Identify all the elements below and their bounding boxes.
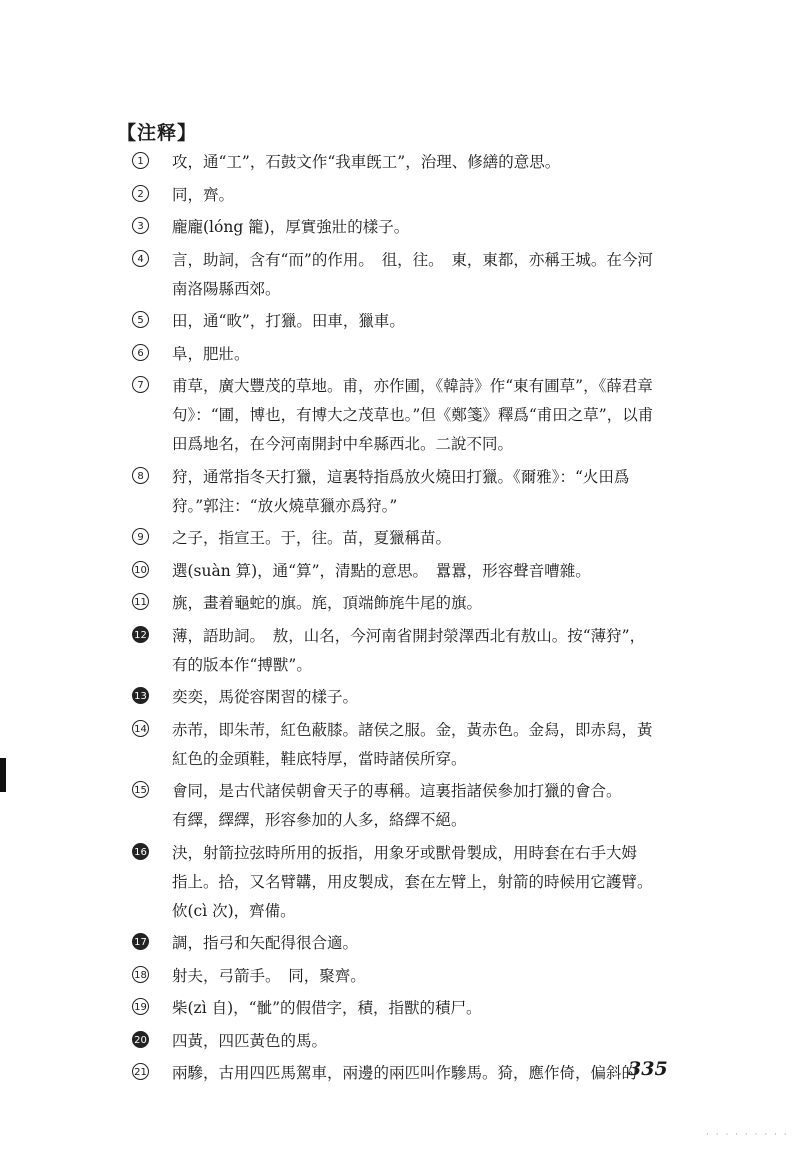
note-item — [132, 372, 692, 463]
section-heading: 【注释】 — [117, 122, 198, 144]
note-item — [132, 148, 692, 181]
note-text — [172, 524, 692, 557]
note-item — [132, 181, 692, 214]
note-item — [132, 589, 692, 622]
note-text — [172, 622, 692, 684]
note-number: 13 — [132, 687, 149, 704]
note-item — [132, 622, 692, 684]
note-line: 甫草，廣大豐茂的草地。甫，亦作圃，《韓詩》作“東有圃草”，《薛君章 — [172, 377, 653, 395]
note-number: 3 — [132, 217, 149, 234]
note-text — [172, 148, 692, 181]
note-number: 9 — [132, 528, 149, 545]
note-text — [172, 340, 692, 373]
note-item — [132, 524, 692, 557]
note-number: 12 — [132, 626, 149, 643]
note-line: 薄，語助詞。 敖，山名，今河南省開封滎澤西北有敖山。按“薄狩”， — [172, 626, 646, 645]
note-number: 20 — [132, 1031, 149, 1048]
note-item — [132, 683, 692, 716]
note-item — [132, 246, 692, 308]
note-line: 指上。拾，又名臂韝，用皮製成，套在左臂上，射箭的時候用它護臂。 — [172, 872, 653, 891]
note-text — [172, 213, 692, 246]
note-line: 紅色的金頭鞋，鞋底特厚，當時諸侯所穿。 — [172, 749, 467, 768]
note-line: 狩，通常指冬天打獵，這裏特指爲放火燒田打獵。《爾雅》：“火田爲 — [172, 467, 630, 486]
note-text — [172, 1027, 692, 1060]
note-text — [172, 683, 692, 716]
note-number: 21 — [132, 1063, 149, 1080]
note-number: 1 — [132, 152, 149, 169]
note-item — [132, 463, 692, 525]
note-line: 佽(cì 次)，齊備。 — [172, 901, 296, 920]
note-item — [132, 994, 692, 1027]
note-line: 句》：“圃，博也，有博大之茂草也。”但《鄭箋》釋爲“甫田之草”，以甫 — [172, 406, 654, 424]
note-number: 16 — [132, 843, 149, 860]
note-number: 5 — [132, 311, 149, 328]
note-item — [132, 777, 692, 839]
note-text — [172, 557, 692, 590]
note-item — [132, 962, 692, 995]
note-text — [172, 307, 692, 340]
scan-blot — [0, 758, 6, 792]
note-line: 兩驂，古用四匹馬駕車，兩邊的兩匹叫作驂馬。猗，應作倚，偏斜的 — [172, 1064, 638, 1082]
note-item — [132, 839, 692, 930]
note-line: 之子，指宣王。于，往。苗，夏獵稱苗。 — [172, 529, 452, 547]
note-line: 會同，是古代諸侯朝會天子的專稱。這裏指諸侯參加打獵的會合。 — [172, 782, 622, 800]
note-line: 調，指弓和矢配得很合適。 — [172, 934, 359, 952]
note-line: 田爲地名，在今河南開封中牟縣西北。二說不同。 — [172, 435, 514, 453]
note-line: 龐龐(lóng 籠)，厚實強壯的樣子。 — [172, 218, 410, 236]
note-number: 2 — [132, 185, 149, 202]
scan-dots: · · · · · · · · · — [706, 1130, 789, 1140]
note-number: 10 — [132, 561, 149, 578]
note-line: 南洛陽縣西郊。 — [172, 279, 281, 298]
note-text — [172, 929, 692, 962]
note-number: 11 — [132, 593, 149, 610]
note-text — [172, 777, 692, 839]
note-text — [172, 1059, 692, 1092]
note-line: 旐，畫着龜蛇的旗。旄，頂端飾旄牛尾的旗。 — [172, 594, 483, 612]
note-text — [172, 839, 692, 930]
note-text — [172, 962, 692, 995]
note-line: 言，助詞，含有“而”的作用。 徂，往。 東，東都，亦稱王城。在今河 — [172, 250, 653, 269]
note-item — [132, 1027, 692, 1060]
note-item — [132, 557, 692, 590]
note-text — [172, 716, 692, 778]
note-line: 柴(zì 自)，“骴”的假借字，積，指獸的積尸。 — [172, 999, 482, 1017]
note-item — [132, 716, 692, 778]
note-line: 選(suàn 算)，通“算”，清點的意思。 囂囂，形容聲音嘈雜。 — [172, 561, 591, 580]
note-number: 4 — [132, 250, 149, 267]
note-number: 15 — [132, 781, 149, 798]
note-line: 有繹，繹繹，形容參加的人多，絡繹不絕。 — [172, 811, 467, 829]
note-text — [172, 372, 692, 463]
note-text — [172, 994, 692, 1027]
note-text — [172, 181, 692, 214]
note-number: 18 — [132, 966, 149, 983]
note-line: 奕奕，馬從容閑習的樣子。 — [172, 688, 359, 706]
note-line: 同，齊。 — [172, 185, 235, 204]
note-item — [132, 929, 692, 962]
page-number: 335 — [628, 1058, 668, 1080]
note-number: 8 — [132, 467, 149, 484]
note-item — [132, 340, 692, 373]
note-line: 狩。”郭注：“放火燒草獵亦爲狩。” — [172, 496, 398, 515]
note-line: 四黃，四匹黃色的馬。 — [172, 1031, 328, 1050]
note-item — [132, 1059, 692, 1092]
note-number: 6 — [132, 344, 149, 361]
notes-list — [132, 148, 692, 1092]
note-line: 有的版本作“搏獸”。 — [172, 655, 312, 674]
note-text — [172, 246, 692, 308]
note-number: 17 — [132, 933, 149, 950]
note-line: 攻，通“工”，石鼓文作“我車旣工”，治理、修繕的意思。 — [172, 153, 561, 171]
note-text — [172, 463, 692, 525]
note-line: 田，通“畋”，打獵。田車，獵車。 — [172, 312, 405, 330]
note-line: 赤芾，即朱芾，紅色蔽膝。諸侯之服。金，黃赤色。金舄，即赤舄，黃 — [172, 720, 653, 739]
note-line: 射夫，弓箭手。 同，聚齊。 — [172, 966, 366, 985]
note-number: 14 — [132, 720, 149, 737]
note-line: 決，射箭拉弦時所用的扳指，用象牙或獸骨製成，用時套在右手大姆 — [172, 843, 638, 862]
note-text — [172, 589, 692, 622]
note-item — [132, 307, 692, 340]
note-line: 阜，肥壯。 — [172, 344, 250, 363]
note-number: 7 — [132, 376, 149, 393]
note-item — [132, 213, 692, 246]
note-number: 19 — [132, 998, 149, 1015]
